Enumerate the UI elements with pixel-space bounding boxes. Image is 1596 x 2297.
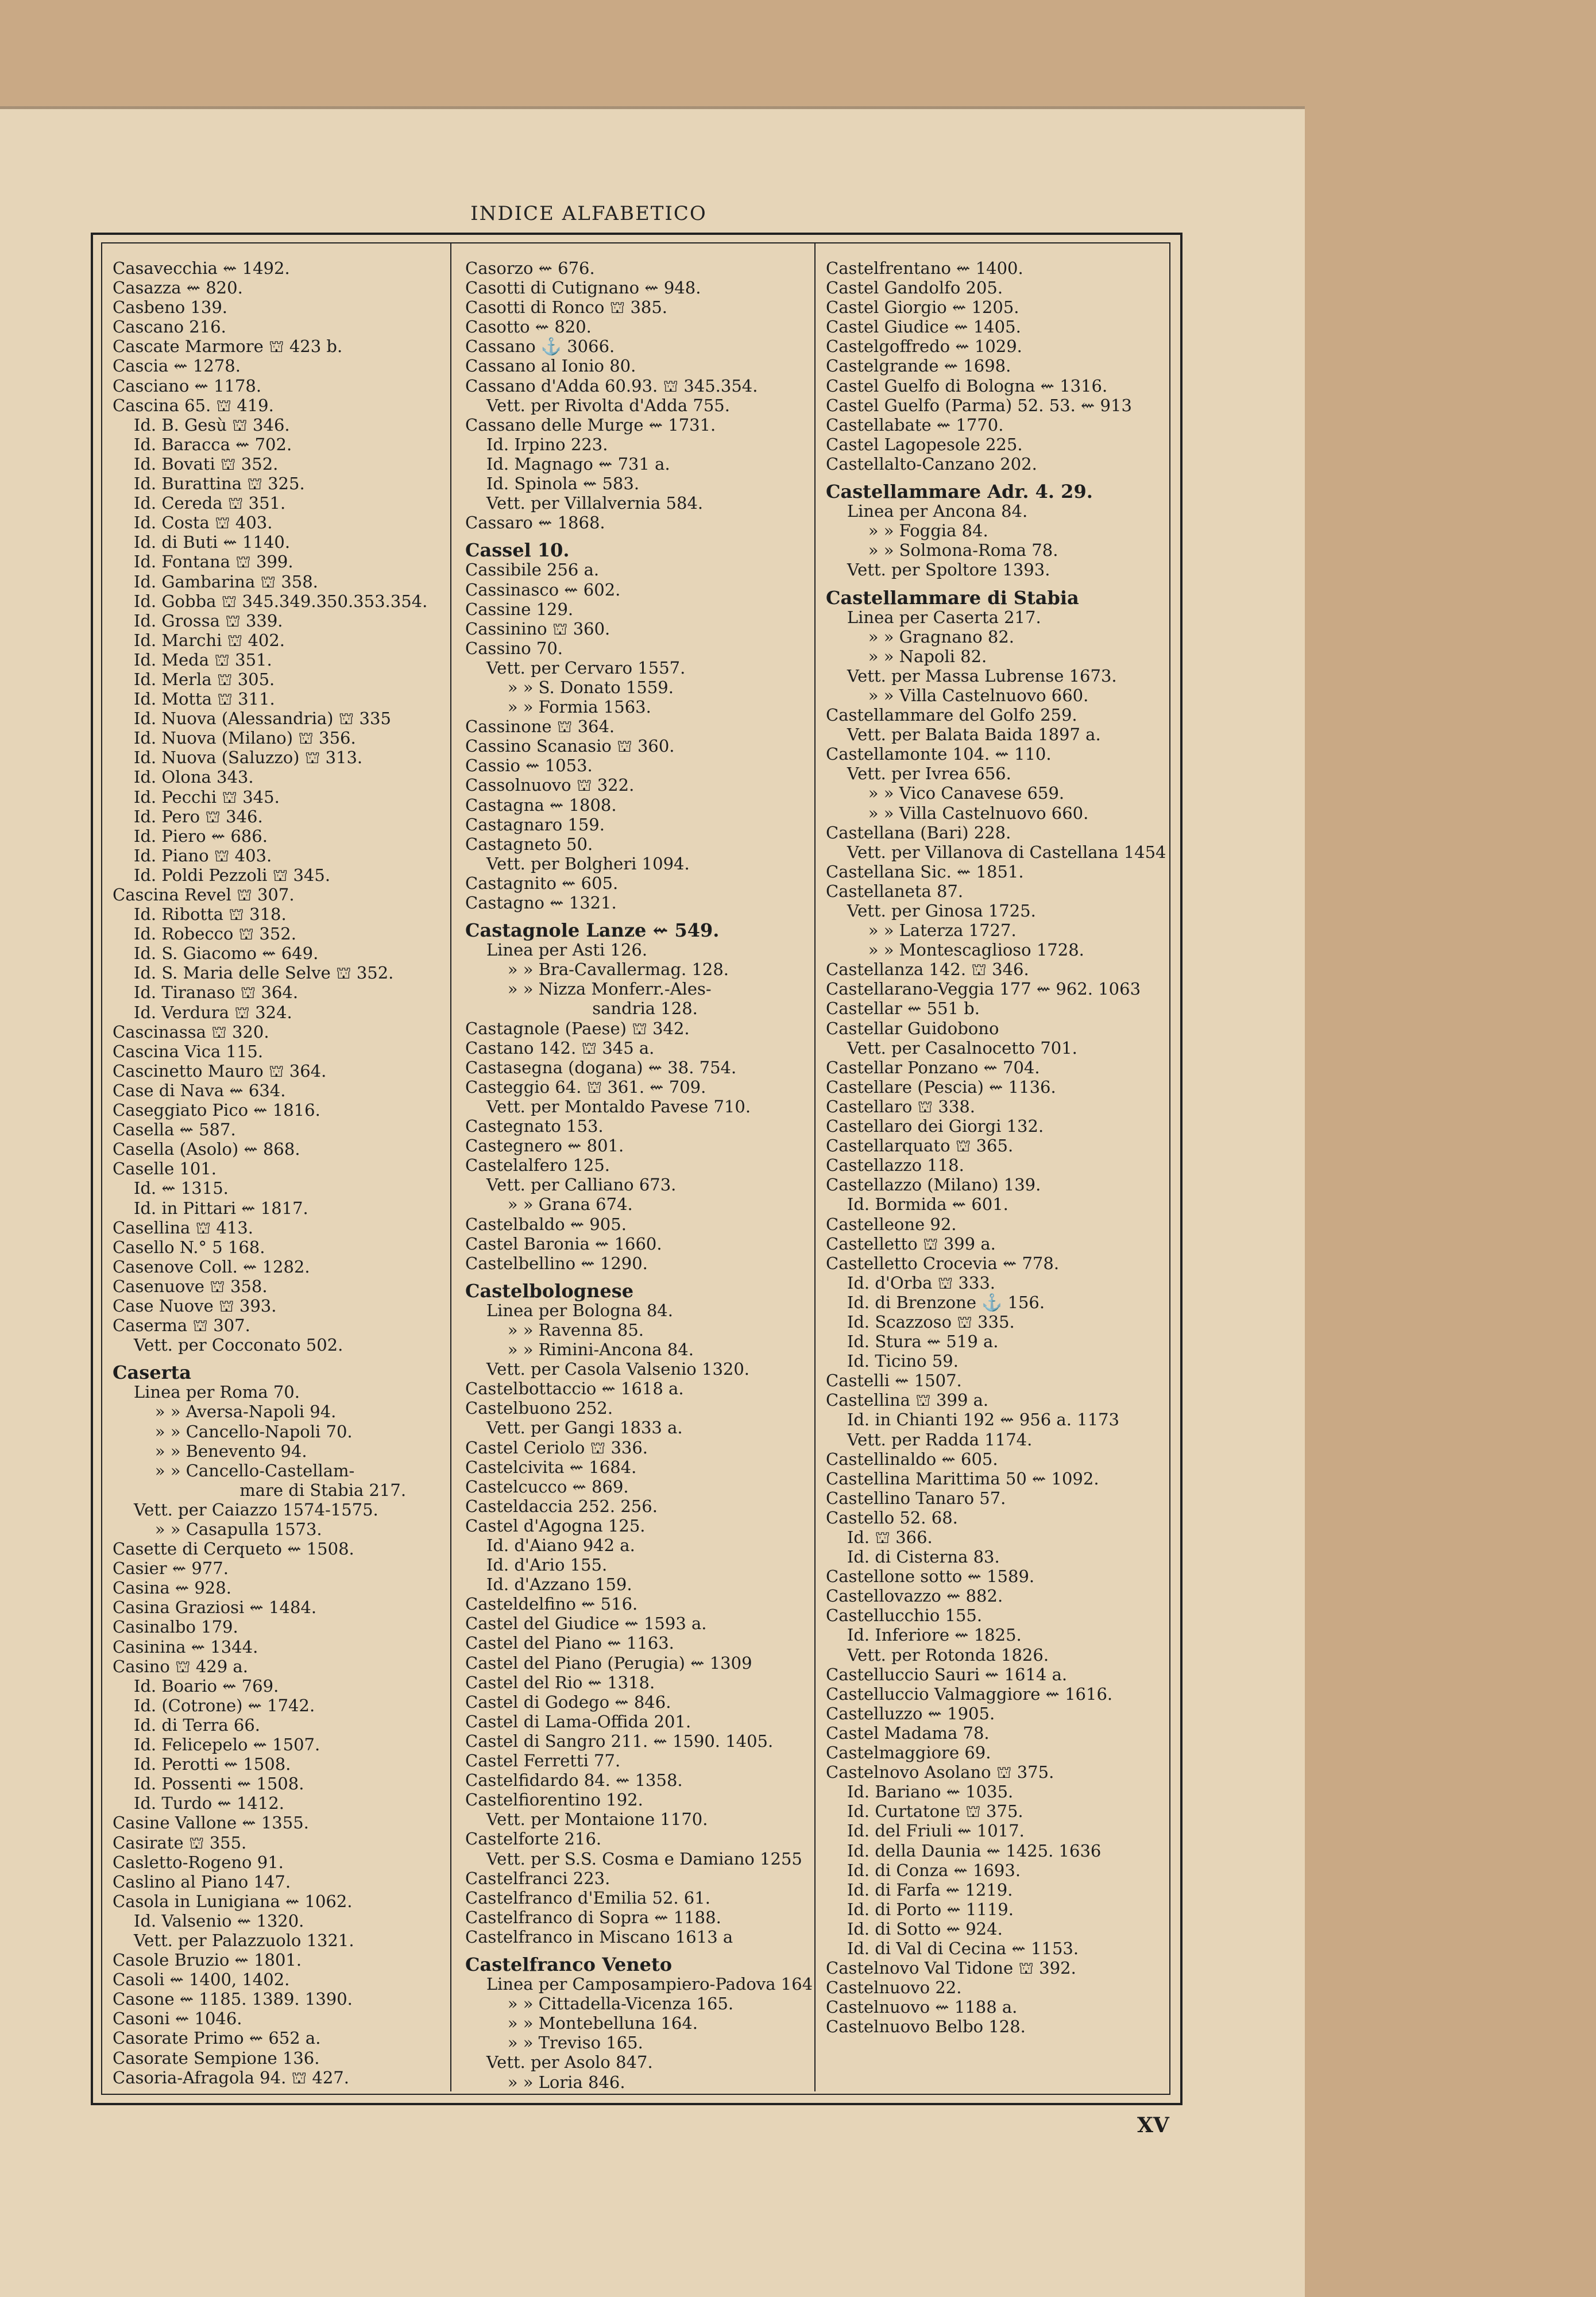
index-entry: Castellazzo (Milano) 139. — [826, 1175, 1041, 1195]
index-entry: Id. della Daunia ⇜ 1425. 1636 — [826, 1840, 1102, 1861]
index-entry: Castellamonte 104. ⇜ 110. — [826, 744, 1052, 764]
index-entry: Castelleone 92. — [826, 1214, 957, 1234]
index-entry: Castel d'Agogna 125. — [465, 1515, 646, 1536]
index-entry: Vett. per Balata Baida 1897 a. — [826, 725, 1101, 745]
index-entry: Casotti di Cutignano ⇜ 948. — [465, 278, 701, 298]
index-entry: » » Benevento 94. — [113, 1441, 307, 1461]
index-entry: Castelbolognese — [465, 1279, 634, 1302]
index-entry: Castelfidardo 84. ⇜ 1358. — [465, 1770, 683, 1791]
index-entry: Cassinino ⛫ 360. — [465, 618, 610, 639]
index-entry: » » Cancello-Castellam- — [113, 1460, 355, 1480]
index-entry: Id. in Chianti 192 ⇜ 956 a. 1173 — [826, 1410, 1119, 1430]
index-entry: Vett. per Ginosa 1725. — [826, 901, 1036, 921]
index-entry: Casorzo ⇜ 676. — [465, 258, 595, 278]
index-entry: Castel Gandolfo 205. — [826, 278, 1003, 298]
index-entry: » » Casapulla 1573. — [113, 1519, 322, 1539]
index-entry: Castellammare Adr. 4. 29. — [826, 481, 1093, 503]
index-entry: Vett. per S.S. Cosma e Damiano 1255 — [465, 1849, 802, 1869]
index-entry: Vett. per Palazzuolo 1321. — [113, 1930, 354, 1950]
index-entry: Cassino Scanasio ⛫ 360. — [465, 736, 675, 756]
index-entry: Id. Olona 343. — [113, 767, 254, 787]
index-entry: Cassano al Ionio 80. — [465, 356, 636, 376]
index-entry: » » Treviso 165. — [465, 2033, 643, 2053]
index-entry: Castelforte 216. — [465, 1829, 602, 1849]
index-entry: Castelcucco ⇜ 869. — [465, 1476, 629, 1496]
index-entry: Cassaro ⇜ 1868. — [465, 513, 605, 533]
index-entry: » » Loria 846. — [465, 2072, 625, 2092]
index-entry: Castelnuovo Belbo 128. — [826, 2017, 1026, 2037]
index-entry: » » Rimini-Ancona 84. — [465, 1340, 694, 1360]
index-entry: Id. di Farfa ⇜ 1219. — [826, 1880, 1013, 1900]
index-entry: Vett. per Montaldo Pavese 710. — [465, 1096, 751, 1116]
index-entry: Castel di Sangro 211. ⇜ 1590. 1405. — [465, 1731, 774, 1751]
index-entry: Casbeno 139. — [113, 297, 228, 318]
index-entry: Castellalto-Canzano 202. — [826, 454, 1037, 474]
index-entry: Castelgoffredo ⇜ 1029. — [826, 337, 1022, 357]
index-column-1 — [113, 258, 460, 2087]
index-entry: Cassine 129. — [465, 599, 574, 619]
index-entry: Id. Merla ⛫ 305. — [113, 669, 275, 689]
index-entry: Castelfranco d'Emilia 52. 61. — [465, 1888, 710, 1908]
index-entry: Castel di Lama-Offida 201. — [465, 1711, 691, 1731]
index-entry: Id. Costa ⛫ 403. — [113, 513, 273, 533]
index-entry: Castellammare di Stabia — [826, 586, 1079, 609]
index-entry: Castelfiorentino 192. — [465, 1790, 643, 1810]
index-entry: Castel Ferretti 77. — [465, 1751, 621, 1771]
index-entry: » » Villa Castelnuovo 660. — [826, 803, 1089, 823]
index-entry: Id. Meda ⛫ 351. — [113, 649, 272, 670]
index-entry: Case di Nava ⇜ 634. — [113, 1080, 286, 1100]
index-entry: Castellanza 142. ⛫ 346. — [826, 960, 1029, 980]
index-entry: Castel Lagopesole 225. — [826, 434, 1023, 454]
index-entry: Caserma ⛫ 307. — [113, 1316, 250, 1336]
index-entry: Vett. per Rotonda 1826. — [826, 1645, 1049, 1665]
index-entry: mare di Stabia 217. — [113, 1480, 407, 1500]
index-entry: Caserta — [113, 1362, 191, 1384]
index-entry: Castel Baronia ⇜ 1660. — [465, 1233, 662, 1254]
index-entry: Castellar Guidobono — [826, 1018, 999, 1038]
index-entry: Id. di Brenzone ⚓ 156. — [826, 1292, 1045, 1312]
page-number: XV — [1137, 2113, 1169, 2137]
index-entry: Vett. per Asolo 847. — [465, 2052, 653, 2072]
index-entry: Linea per Camposampiero-Padova 164 — [465, 1974, 813, 1994]
index-entry: Cascina Vica 115. — [113, 1041, 264, 1061]
index-entry: Castellaro dei Giorgi 132. — [826, 1116, 1044, 1136]
index-entry: Vett. per Bolgheri 1094. — [465, 853, 690, 873]
index-entry: Id. Gobba ⛫ 345.349.350.353.354. — [113, 591, 428, 611]
index-column-2 — [465, 258, 813, 2092]
index-entry: Cascate Marmore ⛫ 423 b. — [113, 337, 343, 357]
index-entry: Casteldaccia 252. 256. — [465, 1496, 658, 1516]
index-entry: Id. d'Orba ⛫ 333. — [826, 1273, 996, 1293]
index-entry: » » Solmona-Roma 78. — [826, 540, 1058, 560]
index-entry: Id. Verdura ⛫ 324. — [113, 1002, 292, 1022]
index-entry: Castellina ⛫ 399 a. — [826, 1390, 989, 1410]
index-entry: Castellana Sic. ⇜ 1851. — [826, 861, 1024, 881]
index-entry: » » Villa Castelnuovo 660. — [826, 685, 1089, 705]
index-entry: Castellarano-Veggia 177 ⇜ 962. 1063 — [826, 979, 1141, 999]
index-entry: Vett. per Radda 1174. — [826, 1429, 1033, 1449]
index-entry: Id. Bariano ⇜ 1035. — [826, 1782, 1014, 1802]
index-entry: Id. Irpino 223. — [465, 434, 608, 454]
index-entry: Castel di Godego ⇜ 846. — [465, 1692, 671, 1712]
index-entry: Id. Cereda ⛫ 351. — [113, 493, 286, 513]
index-entry: Cassio ⇜ 1053. — [465, 756, 593, 776]
index-entry: Castellabate ⇜ 1770. — [826, 415, 1004, 435]
index-entry: Casorate Primo ⇜ 652 a. — [113, 2028, 321, 2048]
index-entry: Id. di Terra 66. — [113, 1715, 260, 1735]
index-entry: Casier ⇜ 977. — [113, 1559, 229, 1579]
index-entry: Castellinaldo ⇜ 605. — [826, 1449, 998, 1469]
index-entry: Id. Curtatone ⛫ 375. — [826, 1801, 1023, 1822]
index-entry: Castelbaldo ⇜ 905. — [465, 1214, 627, 1234]
index-entry: Casenove Coll. ⇜ 1282. — [113, 1256, 310, 1277]
index-entry: Id. Spinola ⇜ 583. — [465, 474, 640, 494]
index-entry: Vett. per Casalnocetto 701. — [826, 1038, 1077, 1058]
index-entry: Cassinasco ⇜ 602. — [465, 579, 621, 600]
index-entry: Casoria-Afragola 94. ⛫ 427. — [113, 2067, 349, 2087]
index-entry: Castelfranco di Sopra ⇜ 1188. — [465, 1907, 721, 1927]
index-entry: Casenuove ⛫ 358. — [113, 1276, 268, 1296]
index-entry: Vett. per Casola Valsenio 1320. — [465, 1359, 750, 1379]
index-entry: Casella (Asolo) ⇜ 868. — [113, 1139, 300, 1159]
index-entry: Vett. per Cervaro 1557. — [465, 658, 686, 678]
index-entry: Castegnato 153. — [465, 1116, 604, 1136]
index-entry: Castellovazzo ⇜ 882. — [826, 1586, 1003, 1606]
index-entry: Castellazzo 118. — [826, 1155, 964, 1175]
index-entry: » » Ravenna 85. — [465, 1320, 644, 1340]
index-entry: Casone ⇜ 1185. 1389. 1390. — [113, 1989, 353, 2009]
index-entry: Castelletto Crocevia ⇜ 778. — [826, 1253, 1060, 1273]
index-entry: Caslino al Piano 147. — [113, 1871, 291, 1892]
index-entry: » » Montescaglioso 1728. — [826, 940, 1084, 960]
index-entry: Linea per Asti 126. — [465, 940, 648, 960]
index-entry: Linea per Roma 70. — [113, 1382, 300, 1402]
index-entry: Castel Guelfo di Bologna ⇜ 1316. — [826, 376, 1108, 396]
index-entry: Castelbottaccio ⇜ 1618 a. — [465, 1379, 684, 1399]
index-entry: Casinina ⇜ 1344. — [113, 1637, 258, 1657]
index-entry: Id. Valsenio ⇜ 1320. — [113, 1911, 304, 1931]
index-entry: Castasegna (dogana) ⇜ 38. 754. — [465, 1057, 737, 1077]
index-entry: Vett. per Caiazzo 1574-1575. — [113, 1499, 378, 1519]
index-entry: » » Montebelluna 164. — [465, 2013, 698, 2033]
index-entry: Castellone sotto ⇜ 1589. — [826, 1567, 1035, 1587]
index-entry: Caseggiato Pico ⇜ 1816. — [113, 1100, 320, 1120]
index-entry: Castelluccio Valmaggiore ⇜ 1616. — [826, 1684, 1113, 1704]
index-entry: Id. Possenti ⇜ 1508. — [113, 1774, 304, 1794]
index-entry: Linea per Caserta 217. — [826, 607, 1041, 627]
index-entry: Id. Tiranaso ⛫ 364. — [113, 983, 299, 1003]
index-entry: Castel Madama 78. — [826, 1723, 990, 1743]
index-entry: Castagnaro 159. — [465, 814, 605, 834]
index-entry: Vett. per Villalvernia 584. — [465, 493, 704, 513]
index-entry: Cassino 70. — [465, 638, 563, 658]
index-entry: Id. (Cotrone) ⇜ 1742. — [113, 1695, 315, 1715]
index-entry: Casciano ⇜ 1178. — [113, 376, 262, 396]
index-entry: » » S. Donato 1559. — [465, 677, 674, 697]
index-entry: » » Laterza 1727. — [826, 921, 1017, 941]
index-entry: Castel Giudice ⇜ 1405. — [826, 317, 1021, 337]
index-entry: Id. di Porto ⇜ 1119. — [826, 1899, 1014, 1919]
index-entry: Vett. per Spoltore 1393. — [826, 560, 1050, 580]
index-entry: Castelalfero 125. — [465, 1155, 610, 1175]
index-entry: Castagnito ⇜ 605. — [465, 873, 619, 893]
index-entry: Id. Perotti ⇜ 1508. — [113, 1754, 291, 1774]
index-entry: Id. Marchi ⛫ 402. — [113, 630, 285, 650]
index-entry: Linea per Bologna 84. — [465, 1300, 673, 1320]
index-entry: Cassinone ⛫ 364. — [465, 717, 615, 737]
index-entry: Castel Guelfo (Parma) 52. 53. ⇜ 913 — [826, 395, 1132, 415]
index-entry: Vett. per Villanova di Castellana 1454 — [826, 842, 1166, 862]
index-entry: Castano 142. ⛫ 345 a. — [465, 1038, 655, 1058]
index-entry: Casina Graziosi ⇜ 1484. — [113, 1598, 317, 1618]
index-entry: Castel del Giudice ⇜ 1593 a. — [465, 1614, 707, 1634]
index-entry: Vett. per Calliano 673. — [465, 1175, 677, 1195]
index-entry: Cassano delle Murge ⇜ 1731. — [465, 415, 716, 435]
index-entry: Castellar Ponzano ⇜ 704. — [826, 1057, 1040, 1077]
index-entry: Castellar ⇜ 551 b. — [826, 999, 980, 1019]
index-entry: Casteggio 64. ⛫ 361. ⇜ 709. — [465, 1077, 706, 1097]
index-entry: Castellaneta 87. — [826, 881, 964, 901]
index-entry: Castellucchio 155. — [826, 1606, 983, 1626]
index-entry: Id. Baracca ⇜ 702. — [113, 434, 292, 454]
index-entry: Castagno ⇜ 1321. — [465, 893, 617, 912]
index-entry: » » Bra-Cavallermag. 128. — [465, 960, 729, 980]
index-entry: Castellaro ⛫ 338. — [826, 1096, 975, 1116]
index-entry: Id. Motta ⛫ 311. — [113, 689, 275, 709]
index-entry: Casola in Lunigiana ⇜ 1062. — [113, 1891, 353, 1911]
index-entry: Castagnole (Paese) ⛫ 342. — [465, 1018, 690, 1038]
index-entry: Cascina Revel ⛫ 307. — [113, 885, 295, 904]
index-entry: Id. S. Giacomo ⇜ 649. — [113, 943, 319, 964]
index-entry: Casine Vallone ⇜ 1355. — [113, 1813, 309, 1833]
index-entry: Casotti di Ronco ⛫ 385. — [465, 297, 668, 318]
index-entry: Id. S. Maria delle Selve ⛫ 352. — [113, 963, 394, 983]
index-entry: Vett. per Gangi 1833 a. — [465, 1418, 683, 1438]
index-entry: » » Formia 1563. — [465, 697, 651, 717]
index-entry: Id. Pecchi ⛫ 345. — [113, 787, 280, 807]
index-entry: Id. Turdo ⇜ 1412. — [113, 1793, 284, 1813]
index-entry: Castellino Tanaro 57. — [826, 1488, 1006, 1508]
index-entry: Casavecchia ⇜ 1492. — [113, 258, 290, 278]
index-entry: Cascina 65. ⛫ 419. — [113, 395, 274, 415]
index-entry: Castel del Piano (Perugia) ⇜ 1309 — [465, 1653, 752, 1673]
index-entry: Castelli ⇜ 1507. — [826, 1371, 962, 1391]
index-entry: Id. d'Ario 155. — [465, 1555, 608, 1575]
index-entry: Id. di Val di Cecina ⇜ 1153. — [826, 1938, 1079, 1958]
index-entry: Castelfranci 223. — [465, 1868, 610, 1888]
index-entry: Casellina ⛫ 413. — [113, 1217, 253, 1238]
index-entry: Id. Piero ⇜ 686. — [113, 826, 268, 846]
index-entry: Id. Boario ⇜ 769. — [113, 1676, 279, 1696]
index-entry: Casole Bruzio ⇜ 1801. — [113, 1950, 302, 1970]
index-entry: Cassano ⚓ 3066. — [465, 337, 615, 357]
index-entry: Caselle 101. — [113, 1159, 217, 1179]
index-entry: Castellina Marittima 50 ⇜ 1092. — [826, 1468, 1099, 1488]
index-entry: » » Grana 674. — [465, 1194, 633, 1215]
index-entry: Castellare (Pescia) ⇜ 1136. — [826, 1077, 1056, 1097]
index-entry: Casino ⛫ 429 a. — [113, 1656, 248, 1676]
index-entry: Id. Nuova (Alessandria) ⛫ 335 — [113, 709, 391, 729]
index-entry: Id. Bovati ⛫ 352. — [113, 454, 279, 474]
index-entry: Casoni ⇜ 1046. — [113, 2009, 242, 2029]
index-entry: Castelnuovo ⇜ 1188 a. — [826, 1997, 1018, 2017]
index-entry: Castellana (Bari) 228. — [826, 822, 1011, 842]
index-entry: Castelnovo Val Tidone ⛫ 392. — [826, 1958, 1076, 1978]
index-column-3 — [826, 258, 1173, 2036]
index-entry: » » Foggia 84. — [826, 521, 988, 541]
index-entry: Id. Magnago ⇜ 731 a. — [465, 454, 670, 474]
index-entry: Castel Ceriolo ⛫ 336. — [465, 1437, 648, 1457]
index-entry: Vett. per Cocconato 502. — [113, 1335, 343, 1355]
index-entry: Casoli ⇜ 1400, 1402. — [113, 1970, 290, 1990]
index-entry: Castellammare del Golfo 259. — [826, 705, 1077, 725]
index-entry: » » Aversa-Napoli 94. — [113, 1402, 337, 1422]
index-entry: Id. ⛫ 366. — [826, 1528, 933, 1547]
index-entry: Vett. per Ivrea 656. — [826, 764, 1011, 784]
index-entry: Id. Inferiore ⇜ 1825. — [826, 1625, 1022, 1645]
index-entry: Id. Burattina ⛫ 325. — [113, 474, 305, 494]
index-entry: Id. Bormida ⇜ 601. — [826, 1194, 1008, 1215]
index-entry: Cascinetto Mauro ⛫ 364. — [113, 1061, 327, 1081]
index-entry: Id. Fontana ⛫ 399. — [113, 552, 293, 572]
index-entry: Id. di Cisterna 83. — [826, 1547, 1000, 1567]
index-entry: Id. Robecco ⛫ 352. — [113, 924, 296, 944]
index-entry: Vett. per Massa Lubrense 1673. — [826, 666, 1117, 686]
index-entry: Castelfranco Veneto — [465, 1953, 673, 1975]
page-header: INDICE ALFABETICO — [470, 202, 707, 225]
index-entry: Cascano 216. — [113, 317, 226, 337]
index-entry: Id. del Friuli ⇜ 1017. — [826, 1821, 1025, 1841]
index-entry: Id. B. Gesù ⛫ 346. — [113, 415, 290, 435]
index-entry: Castelbuono 252. — [465, 1398, 613, 1418]
index-entry: Castelluccio Sauri ⇜ 1614 a. — [826, 1664, 1068, 1684]
index-entry: Id. Ribotta ⛫ 318. — [113, 904, 287, 925]
index-entry: » » Nizza Monferr.-Ales- — [465, 979, 712, 999]
index-entry: Id. Piano ⛫ 403. — [113, 845, 272, 865]
index-entry: Id. Nuova (Milano) ⛫ 356. — [113, 728, 356, 748]
index-entry: Id. ⇜ 1315. — [113, 1178, 229, 1198]
index-entry: Id. Grossa ⛫ 339. — [113, 610, 283, 631]
index-entry: » » Gragnano 82. — [826, 627, 1014, 647]
index-entry: Casello N.° 5 168. — [113, 1237, 265, 1257]
index-entry: Castelletto ⛫ 399 a. — [826, 1233, 996, 1254]
index-entry: Castelmaggiore 69. — [826, 1743, 991, 1763]
index-entry: Cassolnuovo ⛫ 322. — [465, 775, 635, 795]
index-entry: Cascia ⇜ 1278. — [113, 356, 241, 376]
index-entry: Castelgrande ⇜ 1698. — [826, 356, 1011, 376]
index-entry: Casazza ⇜ 820. — [113, 278, 243, 298]
index-entry: Cascinassa ⛫ 320. — [113, 1022, 269, 1042]
index-entry: » » Napoli 82. — [826, 646, 987, 666]
index-entry: Id. Stura ⇜ 519 a. — [826, 1332, 999, 1352]
index-entry: Id. d'Azzano 159. — [465, 1575, 632, 1595]
index-entry: Id. di Buti ⇜ 1140. — [113, 532, 291, 552]
index-entry: Linea per Ancona 84. — [826, 501, 1028, 521]
index-entry: Castelnovo Asolano ⛫ 375. — [826, 1762, 1054, 1782]
index-entry: Id. Poldi Pezzoli ⛫ 345. — [113, 865, 331, 885]
index-entry: Casinalbo 179. — [113, 1617, 238, 1637]
index-entry: Casirate ⛫ 355. — [113, 1832, 247, 1853]
index-entry: Id. Scazzoso ⛫ 335. — [826, 1312, 1015, 1332]
index-entry: » » Cancello-Napoli 70. — [113, 1421, 353, 1441]
index-entry: Vett. per Rivolta d'Adda 755. — [465, 395, 730, 415]
index-entry: Casteldelfino ⇜ 516. — [465, 1594, 638, 1614]
index-entry: Castelluzzo ⇜ 1905. — [826, 1703, 995, 1723]
index-entry: Cassel 10. — [465, 539, 570, 562]
index-entry: Castelbellino ⇜ 1290. — [465, 1253, 648, 1273]
index-entry: Cassano d'Adda 60.93. ⛫ 345.354. — [465, 376, 758, 396]
index-entry: Castellarquato ⛫ 365. — [826, 1136, 1014, 1156]
index-entry: » » Cittadella-Vicenza 165. — [465, 1994, 734, 2014]
index-entry: Castel Giorgio ⇜ 1205. — [826, 297, 1019, 318]
index-entry: Id. Gambarina ⛫ 358. — [113, 571, 318, 591]
index-entry: Id. d'Aiano 942 a. — [465, 1536, 635, 1555]
index-entry: Castelnuovo 22. — [826, 1978, 962, 1998]
index-entry: Casella ⇜ 587. — [113, 1120, 236, 1140]
index-entry: Id. di Conza ⇜ 1693. — [826, 1860, 1021, 1880]
index-entry: Castagna ⇜ 1808. — [465, 795, 617, 815]
index-entry: Id. in Pittari ⇜ 1817. — [113, 1198, 308, 1218]
index-entry: Castagnole Lanze ⇜ 549. — [465, 919, 720, 942]
index-entry: Castegnero ⇜ 801. — [465, 1136, 624, 1156]
index-entry: Case Nuove ⛫ 393. — [113, 1296, 277, 1316]
index-entry: Castel del Rio ⇜ 1318. — [465, 1672, 655, 1692]
index-entry: Castello 52. 68. — [826, 1507, 958, 1528]
column-divider — [814, 243, 816, 2091]
index-entry: Cassibile 256 a. — [465, 560, 600, 580]
index-entry: Castelfrentano ⇜ 1400. — [826, 258, 1023, 278]
index-entry: Casorate Sempione 136. — [113, 2048, 320, 2068]
index-entry: sandria 128. — [465, 999, 698, 1019]
index-entry: Casina ⇜ 928. — [113, 1578, 231, 1598]
index-entry: Castagneto 50. — [465, 834, 593, 854]
index-entry: Casette di Cerqueto ⇜ 1508. — [113, 1539, 354, 1559]
index-entry: Casletto-Rogeno 91. — [113, 1852, 284, 1872]
index-entry: Vett. per Montaione 1170. — [465, 1809, 708, 1830]
index-entry: Id. Nuova (Saluzzo) ⛫ 313. — [113, 748, 363, 768]
index-entry: Id. di Sotto ⇜ 924. — [826, 1919, 1003, 1939]
index-entry: Castel del Piano ⇜ 1163. — [465, 1633, 674, 1653]
index-entry: Castelcivita ⇜ 1684. — [465, 1457, 637, 1477]
index-entry: Id. Ticino 59. — [826, 1351, 959, 1371]
index-entry: Id. Pero ⛫ 346. — [113, 806, 263, 826]
index-entry: Id. Felicepelo ⇜ 1507. — [113, 1735, 320, 1755]
index-entry: » » Vico Canavese 659. — [826, 783, 1065, 803]
index-entry: Castelfranco in Miscano 1613 a — [465, 1927, 733, 1947]
index-entry: Casotto ⇜ 820. — [465, 317, 592, 337]
